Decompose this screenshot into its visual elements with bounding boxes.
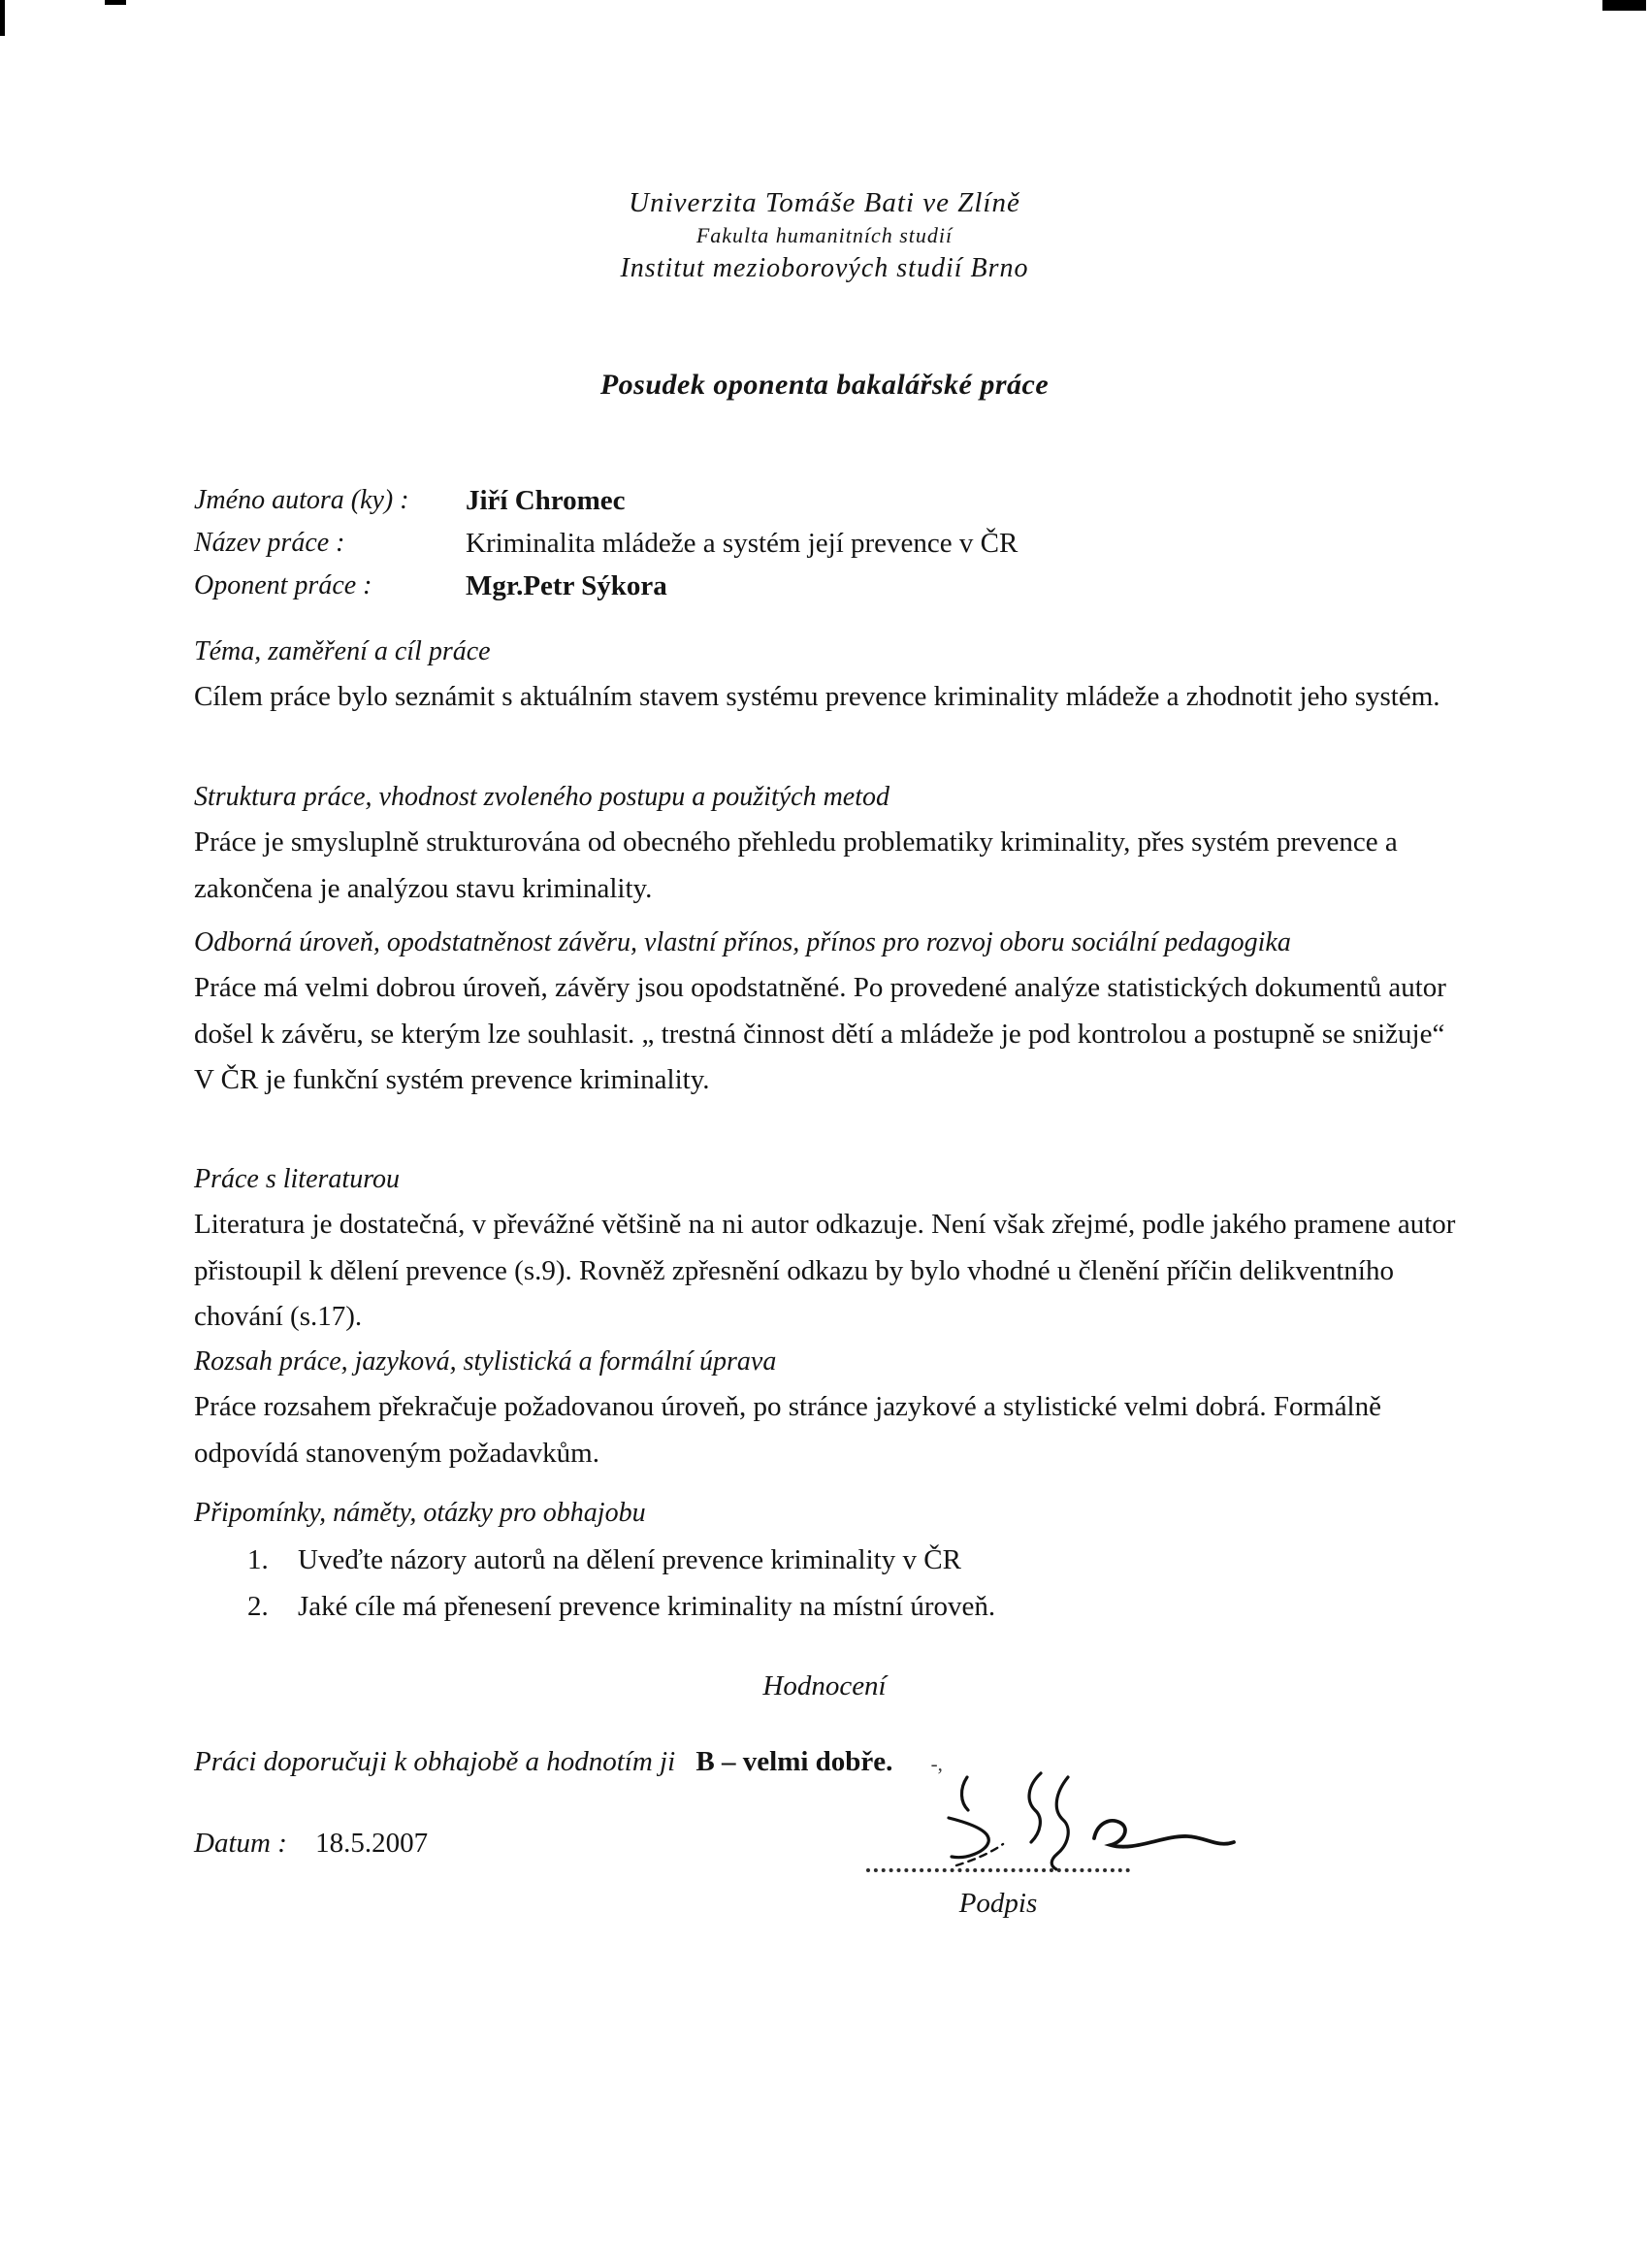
section-body: Práce rozsahem překračuje požadovanou úroveň, po stránce jazykové a stylistické velmi dobrá. Formálně odpovídá stanoveným požadavkům. xyxy=(194,1391,1381,1469)
meta-row-author xyxy=(194,479,1474,522)
thesis-title-label: Název práce : xyxy=(194,528,345,558)
section-body: Práce má velmi dobrou úroveň, závěry jsou opodstatněné. Po provedené analýze statistických dokumentů autor došel k závěru, se kterým lze souhlasit. „ trestná činnost dětí a mládeže je pod kontrolou a postupně se snižuje“ V ČR je funkční systém prevence kriminality. xyxy=(194,972,1446,1095)
author-label: Jméno autora (ky) : xyxy=(194,485,409,515)
list-item-text: Jaké cíle má přenesení prevence kriminality na místní úroveň. xyxy=(298,1590,996,1622)
section-heading: Odborná úroveň, opodstatněnost závěru, vlastní přínos, přínos pro rozvoj oboru sociální pedagogika xyxy=(194,927,1291,957)
meta-block xyxy=(194,479,1474,607)
grade-value: B – velmi dobře. xyxy=(695,1746,893,1777)
thesis-title-value: Kriminalita mládeže a systém její prevence v ČR xyxy=(466,528,1018,559)
section-professional-level xyxy=(194,920,1470,1104)
list-item xyxy=(194,1584,1470,1631)
scan-artifact-left-bar xyxy=(0,0,5,36)
section-literature xyxy=(194,1156,1470,1341)
date-label: Datum : xyxy=(194,1828,287,1859)
handwritten-signature xyxy=(912,1767,1246,1876)
list-item-number: 1. xyxy=(247,1544,269,1575)
section-heading: Práce s literaturou xyxy=(194,1164,401,1194)
opponent-label: Oponent práce : xyxy=(194,570,372,600)
list-item xyxy=(194,1538,1470,1584)
section-body: Cílem práce bylo seznámit s aktuálním stavem systému prevence kriminality mládeže a zhodnotit jeho systém. xyxy=(194,681,1440,712)
section-body: Práce je smysluplně strukturována od obecného přehledu problematiky kriminality, přes systém prevence a zakončena je analýzou stavu kriminality. xyxy=(194,826,1398,904)
section-structure-methods xyxy=(194,774,1470,912)
section-heading: Rozsah práce, jazyková, stylistická a formální úprava xyxy=(194,1346,777,1377)
signature-block xyxy=(863,1767,1271,1952)
evaluation-heading: Hodnocení xyxy=(762,1670,887,1701)
institute-name: Institut mezioborových studií Brno xyxy=(620,253,1029,283)
list-item-number: 2. xyxy=(247,1590,269,1622)
signature-dotted-line xyxy=(866,1868,1130,1872)
evaluation-statement xyxy=(194,1746,943,1778)
document-title: Posudek oponenta bakalářské práce xyxy=(599,369,1050,401)
university-name: Univerzita Tomáše Bati ve Zlíně xyxy=(629,187,1020,218)
author-value: Jiří Chromec xyxy=(466,485,626,516)
section-heading: Struktura práce, vhodnost zvoleného postupu a použitých metod xyxy=(194,782,890,812)
section-scope-formality xyxy=(194,1339,1470,1476)
scan-artifact-top-mark xyxy=(105,0,126,5)
section-heading: Připomínky, náměty, otázky pro obhajobu xyxy=(194,1498,646,1528)
scan-artifact-top-right xyxy=(1602,0,1646,11)
section-body: Literatura je dostatečná, v převážné většině na ni autor odkazuje. Není však zřejmé, podle jakého pramene autor přistoupil k dělení prevence (s.9). Rovněž zpřesnění odkazu by bylo vhodné u členění příčin delikventního chování (s.17). xyxy=(194,1209,1456,1332)
scan-pen-mark: -, xyxy=(930,1752,943,1775)
list-item-text: Uveďte názory autorů na dělení prevence kriminality v ČR xyxy=(298,1544,961,1575)
meta-row-opponent xyxy=(194,565,1474,607)
signature-label: Podpis xyxy=(958,1888,1038,1919)
date-value: 18.5.2007 xyxy=(315,1828,429,1859)
meta-row-thesis-title xyxy=(194,522,1474,565)
faculty-name: Fakulta humanitních studií xyxy=(695,223,954,247)
section-heading: Téma, zaměření a cíl práce xyxy=(194,636,491,666)
section-defense-questions xyxy=(194,1490,1470,1630)
opponent-value: Mgr.Petr Sýkora xyxy=(466,570,667,601)
defense-questions-list xyxy=(194,1538,1470,1630)
evaluation-statement-text: Práci doporučuji k obhajobě a hodnotím ji xyxy=(194,1746,676,1777)
date-row xyxy=(194,1828,428,1860)
section-topic-aim xyxy=(194,629,1470,721)
letterhead xyxy=(0,184,1649,287)
